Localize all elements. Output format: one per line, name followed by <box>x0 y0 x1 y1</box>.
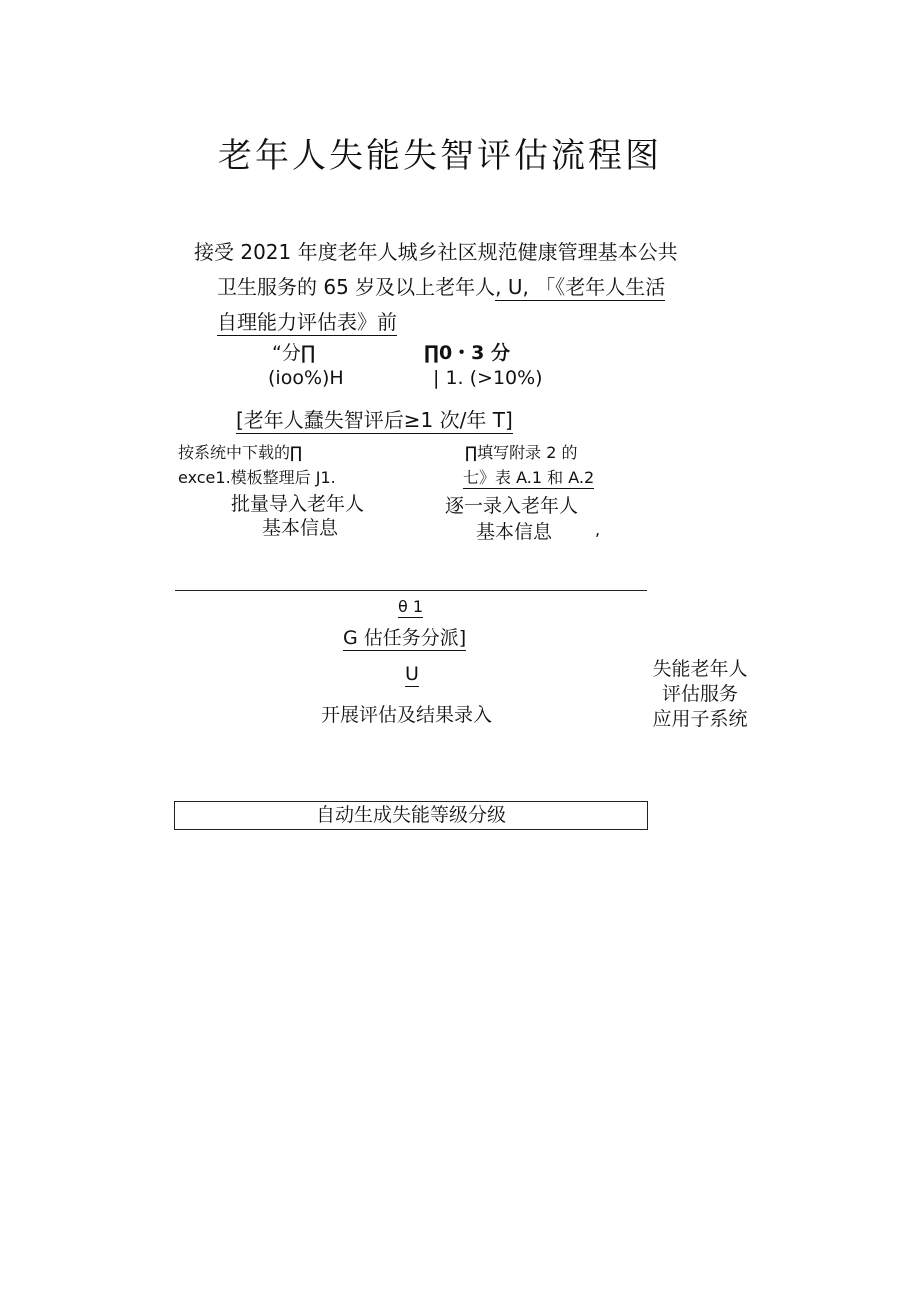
auto-grading-text: 自动生成失能等级分级 <box>315 804 506 826</box>
subsystem-line-1: 失能老年人 <box>652 658 748 680</box>
intro-line-3 <box>217 306 397 335</box>
merge-divider-line <box>175 590 647 591</box>
subsystem-line-3: 应用子系统 <box>652 708 748 730</box>
assessment-frequency <box>236 404 513 433</box>
right-branch-line-1: ∏填写附录 2 的 <box>465 443 578 462</box>
score-right-line-2: | 1. (>10%) <box>433 367 543 389</box>
task-dispatch <box>343 623 466 650</box>
auto-grading-box <box>174 801 648 830</box>
score-left-line-1: “分∏ <box>272 342 316 364</box>
task-dispatch-text: G 估任务分派] <box>343 627 467 649</box>
score-left-line-2: (ioo%)H <box>268 367 344 389</box>
u-label-text: U <box>405 663 419 685</box>
right-branch-line-2 <box>463 465 594 488</box>
page-title: 老年人失能失智评估流程图 <box>218 136 662 176</box>
intro-line-2-text: 卫生服务的 65 岁及以上老年人 <box>217 275 496 299</box>
left-branch-line-1: 按系统中下载的∏ <box>178 443 303 462</box>
intro-line-1: 接受 2021 年度老年人城乡社区规范健康管理基本公共 <box>194 240 678 264</box>
conduct-assessment: 开展评估及结果录入 <box>321 704 493 726</box>
right-branch-line-3: 逐一录入老年人 <box>445 495 579 517</box>
left-branch-line-3: 批量导入老年人 <box>231 493 365 515</box>
theta-label <box>398 597 423 616</box>
score-right-line-1: ∏0・3 分 <box>424 342 511 364</box>
left-branch-line-2: exce1.模板整理后 J1. <box>178 468 336 487</box>
intro-line-2 <box>217 271 665 300</box>
assessment-frequency-text: [老年人蠢失智评后≥1 次/年 T] <box>236 408 513 432</box>
subsystem-label <box>648 657 752 732</box>
left-branch-line-4: 基本信息 <box>262 517 339 539</box>
theta-label-text: θ 1 <box>398 597 424 616</box>
intro-line-3-text: 自理能力评估表》前 <box>217 310 397 334</box>
right-branch-line-4: 基本信息 <box>476 521 553 543</box>
u-label <box>405 663 419 685</box>
intro-line-2-form-ref: , U, 「《老年人生活 <box>495 275 666 299</box>
subsystem-line-2: 评估服务 <box>661 683 738 705</box>
right-branch-mark: , <box>595 520 601 539</box>
right-branch-line-2-text: 七》表 A.1 和 A.2 <box>463 468 595 487</box>
